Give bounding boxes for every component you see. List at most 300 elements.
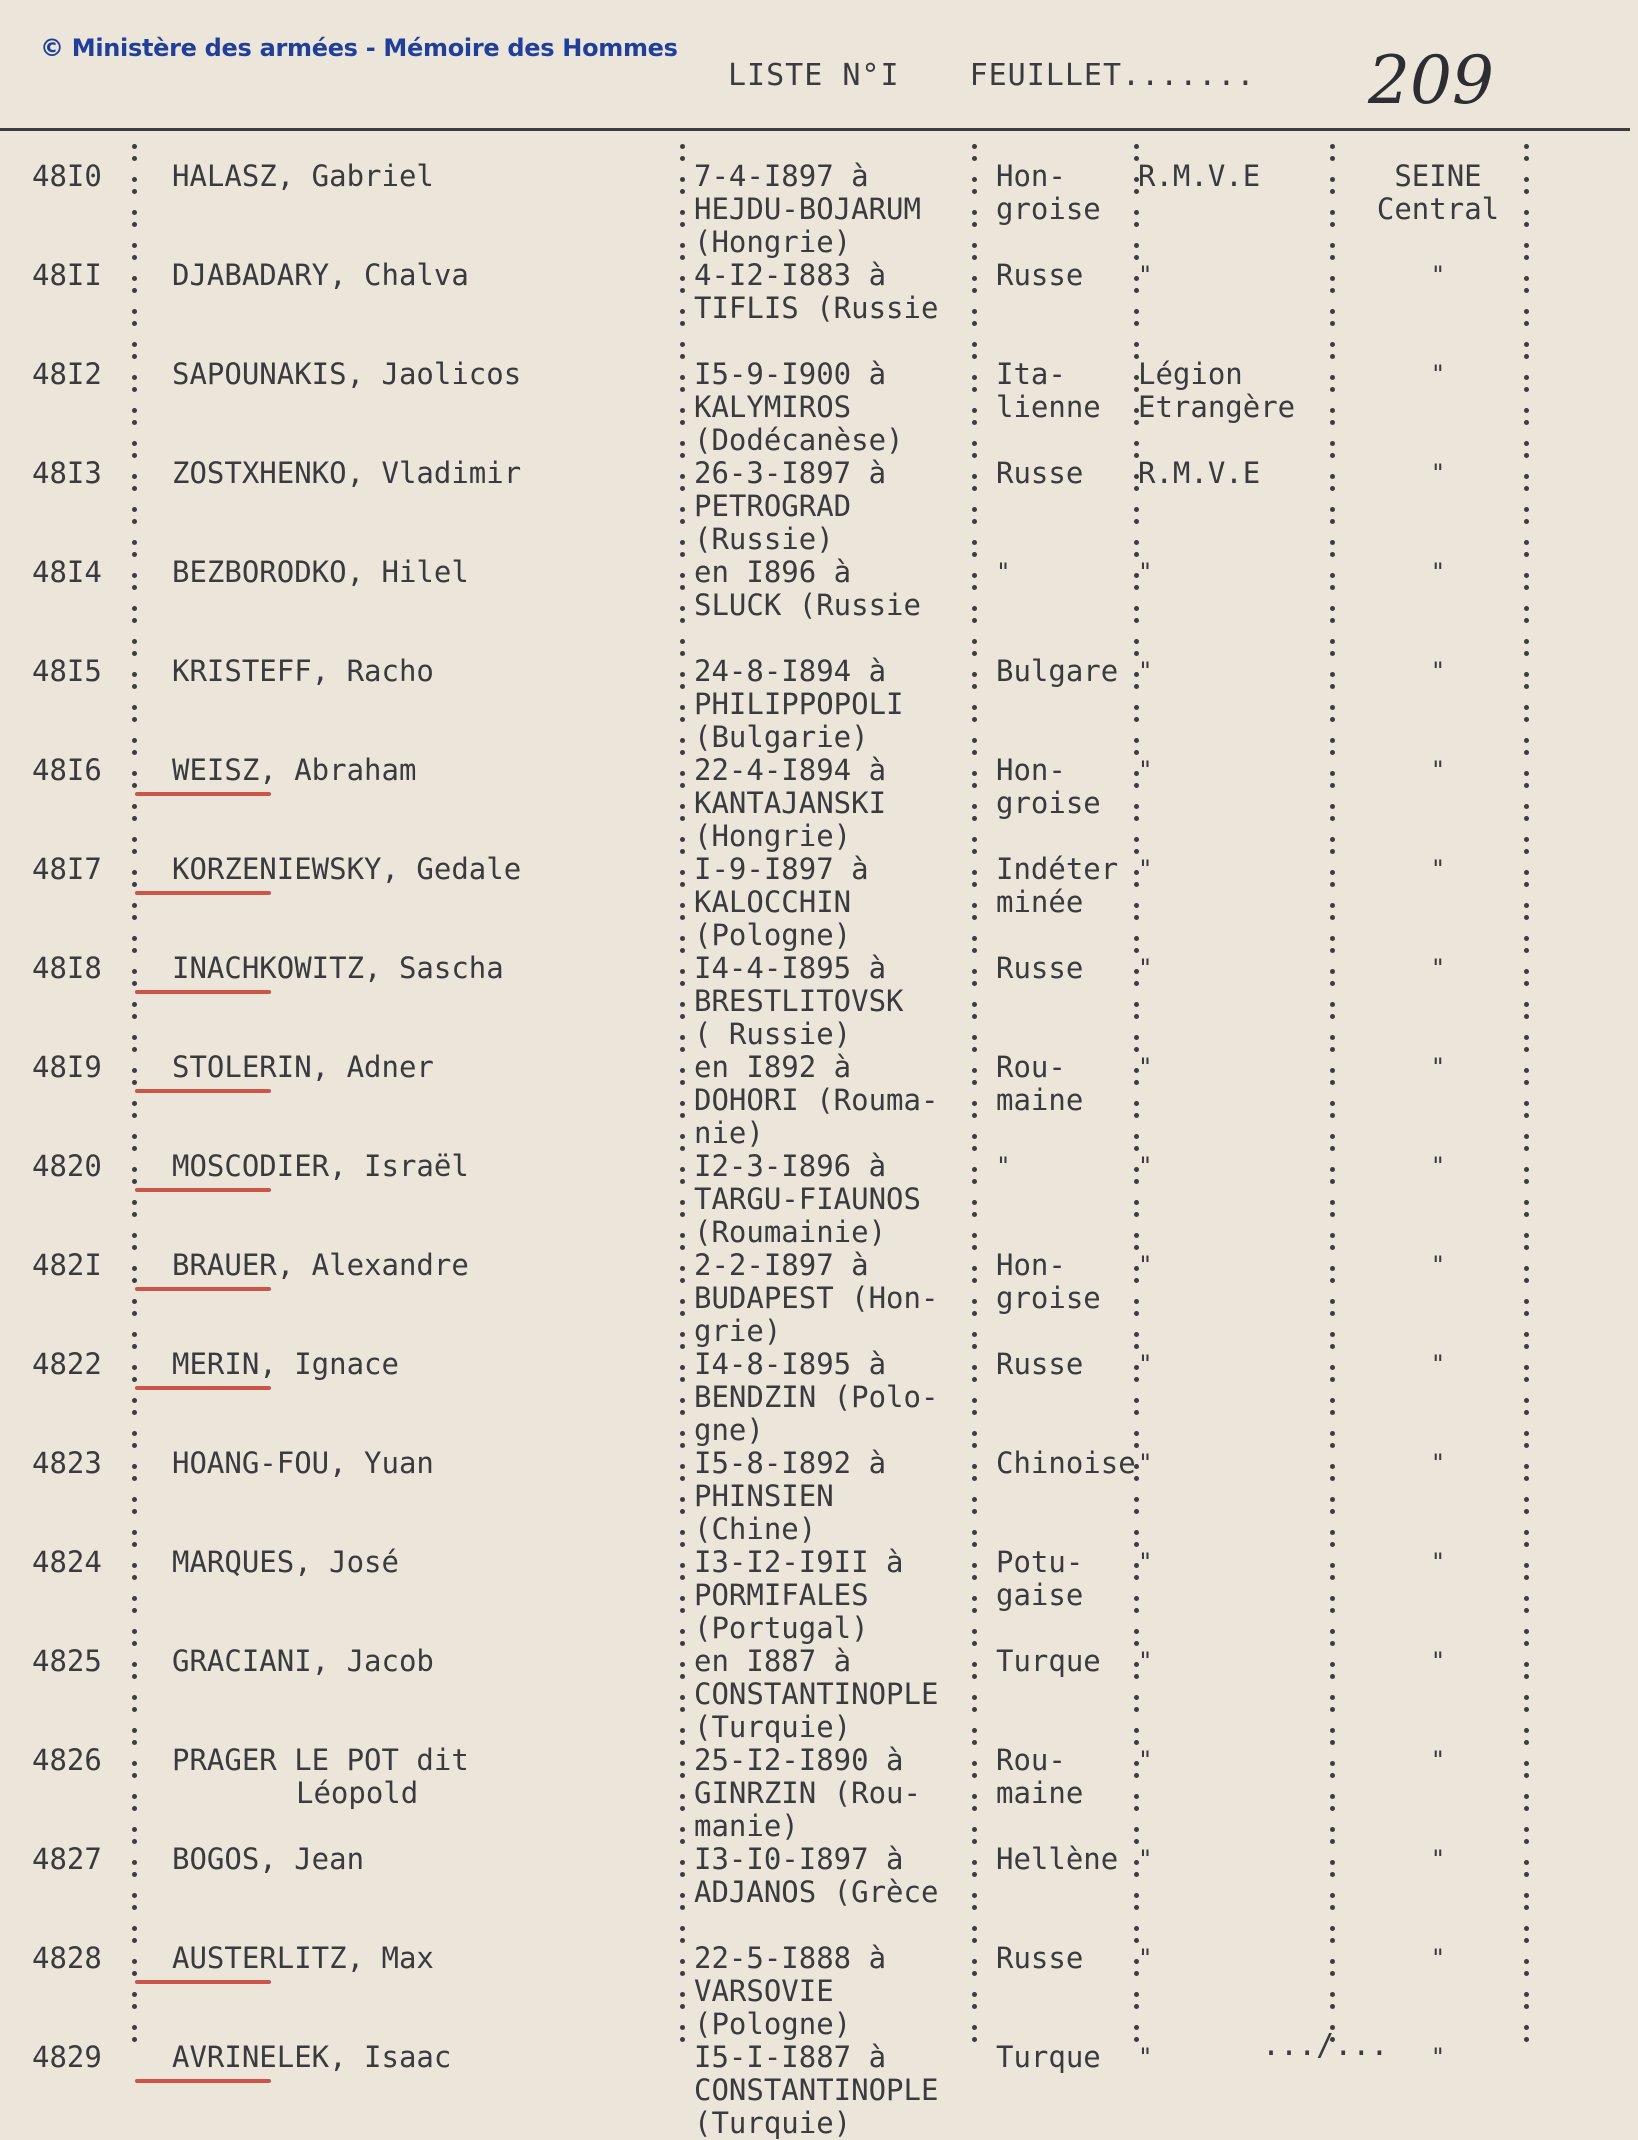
entry-number-line: 4824 [32, 1545, 102, 1579]
entry-nationality [996, 1843, 1146, 1876]
entry-nationality-line: groise [996, 1281, 1101, 1315]
entry-birth-line: (Roumainie) [694, 1215, 887, 1249]
entry-department [1348, 1546, 1528, 1579]
entry-birth [694, 655, 984, 754]
entry-name [172, 457, 672, 490]
entry-number [32, 1645, 142, 1678]
entry-birth-line: 4-I2-I883 à [694, 258, 887, 292]
entry-birth-line: DOHORI (Rouma- [694, 1083, 939, 1117]
entry-birth-line: I4-4-I895 à [694, 951, 887, 985]
entry-nationality [996, 358, 1146, 424]
entry-department [1348, 754, 1528, 787]
entry-birth-line: TIFLIS (Russie [694, 291, 939, 325]
entry-birth-line: (Russie) [694, 522, 834, 556]
entry-nationality-line: Hon- [996, 1248, 1066, 1282]
entry-category [1138, 1645, 1338, 1678]
entry-name [172, 1051, 672, 1084]
entry-birth-line: GINRZIN (Rou- [694, 1776, 921, 1810]
entry-nationality [996, 655, 1146, 688]
entry-nationality [996, 1051, 1146, 1117]
entry-name-line: KRISTEFF, Racho [172, 654, 434, 688]
entry-department-line: " [1430, 1647, 1446, 1675]
entry-department [1348, 655, 1528, 688]
entry-name [172, 952, 672, 985]
entry-number [32, 853, 142, 886]
entry-number-line: 48I5 [32, 654, 102, 688]
entry-birth-line: KANTAJANSKI [694, 786, 887, 820]
entry-nationality [996, 1645, 1146, 1678]
entry-department-line: " [1430, 261, 1446, 289]
entry-number [32, 754, 142, 787]
entry-department-line: " [1430, 1944, 1446, 1972]
entry-nationality [996, 1546, 1146, 1612]
entry-name-line: PRAGER LE POT dit [172, 1743, 469, 1777]
red-pencil-underline [135, 1287, 271, 1291]
entry-birth [694, 1744, 984, 1843]
feuillet-label: FEUILLET....... [969, 58, 1256, 93]
entry-nationality-line: maine [996, 1776, 1084, 1810]
entry-department [1348, 1150, 1528, 1183]
entry-birth-line: I5-I-I887 à [694, 2040, 887, 2074]
entry-birth-line: 7-4-I897 à [694, 159, 869, 193]
entry-birth [694, 1447, 984, 1546]
entry-nationality [996, 952, 1146, 985]
entry-department-line: " [1430, 1053, 1446, 1081]
red-pencil-underline [135, 792, 271, 796]
entry-name-line: BOGOS, Jean [172, 1842, 365, 1876]
entry-number [32, 1843, 142, 1876]
entry-birth-line: I3-I2-I9II à [694, 1545, 904, 1579]
entry-birth-line: BUDAPEST (Hon- [694, 1281, 939, 1315]
entry-category-line: " [1138, 1548, 1153, 1576]
entry-name [172, 1645, 672, 1678]
entry-name [172, 1942, 672, 1975]
entry-birth-line: 2-2-I897 à [694, 1248, 869, 1282]
entry-number-line: 48I0 [32, 159, 102, 193]
entry-birth-line: nie) [694, 1116, 764, 1150]
entry-birth-line: grie) [694, 1314, 782, 1348]
entry-nationality-line: Ita- [996, 357, 1066, 391]
entry-nationality [996, 1249, 1146, 1315]
entry-birth-line: (Bulgarie) [694, 720, 869, 754]
entry-number-line: 48I6 [32, 753, 102, 787]
entry-number [32, 1150, 142, 1183]
entry-number [32, 1942, 142, 1975]
entry-birth-line: (Dodécanèse) [694, 423, 904, 457]
entry-birth [694, 1546, 984, 1645]
entry-category-line: " [1138, 558, 1153, 586]
entry-number [32, 1447, 142, 1480]
entry-birth-line: (Hongrie) [694, 225, 852, 259]
entry-department [1348, 1645, 1528, 1678]
entry-number-line: 4826 [32, 1743, 102, 1777]
entry-birth [694, 457, 984, 556]
entry-birth-line: (Turquie) [694, 2106, 852, 2140]
watermark: © Ministère des armées - Mémoire des Hommes [40, 34, 678, 62]
entry-nationality [996, 1150, 1146, 1183]
entry-number-line: 4820 [32, 1149, 102, 1183]
entry-name [172, 1150, 672, 1183]
entry-nationality-line: maine [996, 1083, 1084, 1117]
entry-birth [694, 259, 984, 325]
entry-nationality [996, 1447, 1146, 1480]
entry-nationality-line: " [996, 558, 1011, 586]
entry-name-line: MERIN, Ignace [172, 1347, 399, 1381]
red-pencil-underline [135, 1980, 271, 1984]
entry-number [32, 1744, 142, 1777]
entry-category [1138, 259, 1338, 292]
entry-department-line: " [1430, 1845, 1446, 1873]
entry-name-line: AVRINELEK, Isaac [172, 2040, 452, 2074]
entry-department-line: " [1430, 657, 1446, 685]
entry-department-line: " [1430, 1548, 1446, 1576]
entry-name-line: GRACIANI, Jacob [172, 1644, 434, 1678]
entry-birth-line: en I896 à [694, 555, 852, 589]
entry-nationality-line: Chinoise [996, 1446, 1136, 1480]
entry-nationality-line: gaise [996, 1578, 1084, 1612]
entry-birth-line: ADJANOS (Grèce [694, 1875, 939, 1909]
entry-category-line: Etrangère [1138, 390, 1296, 424]
entry-number-line: 48I7 [32, 852, 102, 886]
entry-birth-line: PHINSIEN [694, 1479, 834, 1513]
entry-name [172, 2041, 672, 2074]
entry-nationality-line: Russe [996, 258, 1084, 292]
entry-category [1138, 655, 1338, 688]
entry-department [1348, 952, 1528, 985]
entry-department-line: " [1430, 459, 1446, 487]
entry-category-line: " [1138, 2043, 1153, 2071]
entry-department-line: " [1430, 1350, 1446, 1378]
entry-department [1348, 556, 1528, 589]
entry-category-line: " [1138, 1647, 1153, 1675]
entry-nationality [996, 853, 1146, 919]
entry-department-line: " [1430, 558, 1446, 586]
entry-category-line: Légion [1138, 357, 1243, 391]
entry-number [32, 2041, 142, 2074]
entry-category-line: R.M.V.E [1138, 456, 1261, 490]
entry-birth-line: I5-8-I892 à [694, 1446, 887, 1480]
entry-birth-line: (Pologne) [694, 2007, 852, 2041]
entry-birth [694, 358, 984, 457]
entry-birth-line: I5-9-I900 à [694, 357, 887, 391]
entry-category-line: " [1138, 1251, 1153, 1279]
entry-number [32, 1249, 142, 1282]
entry-number [32, 160, 142, 193]
entry-birth [694, 1348, 984, 1447]
entry-nationality [996, 1348, 1146, 1381]
entry-number [32, 1348, 142, 1381]
entry-nationality-line: groise [996, 786, 1101, 820]
entry-birth-line: 22-5-I888 à [694, 1941, 887, 1975]
entry-name-line: Léopold [296, 1776, 419, 1810]
entry-nationality [996, 754, 1146, 820]
entry-birth [694, 556, 984, 622]
entry-category-line: R.M.V.E [1138, 159, 1261, 193]
entry-birth-line: KALOCCHIN [694, 885, 852, 919]
entry-department-line: " [1430, 855, 1446, 883]
entry-birth-line: BENDZIN (Polo- [694, 1380, 939, 1414]
entry-birth-line: KALYMIROS [694, 390, 852, 424]
red-pencil-underline [135, 990, 271, 994]
entry-category-line: " [1138, 1845, 1153, 1873]
entry-category [1138, 1249, 1338, 1282]
entry-name-line: MOSCODIER, Israël [172, 1149, 469, 1183]
header-rule [0, 128, 1630, 131]
entry-name-line: INACHKOWITZ, Sascha [172, 951, 504, 985]
entry-name-line: BRAUER, Alexandre [172, 1248, 469, 1282]
entry-category [1138, 457, 1338, 490]
entry-number-line: 4829 [32, 2040, 102, 2074]
entry-number-line: 48I2 [32, 357, 102, 391]
entry-name-line: DJABADARY, Chalva [172, 258, 469, 292]
entry-nationality-line: Rou- [996, 1050, 1066, 1084]
entry-department [1348, 853, 1528, 886]
entry-category-line: " [1138, 1449, 1153, 1477]
entry-department [1348, 1942, 1528, 1975]
entry-birth-line: (Chine) [694, 1512, 817, 1546]
entry-birth-line: I-9-I897 à [694, 852, 869, 886]
entry-category [1138, 1744, 1338, 1777]
entry-category [1138, 754, 1338, 787]
entry-name [172, 160, 672, 193]
entry-name-line: MARQUES, José [172, 1545, 399, 1579]
entry-birth [694, 1150, 984, 1249]
entry-birth-line: VARSOVIE [694, 1974, 834, 2008]
entry-department [1348, 1051, 1528, 1084]
entry-birth [694, 754, 984, 853]
entry-name [172, 259, 672, 292]
entry-department-line: " [1430, 1449, 1446, 1477]
entry-department-line: Central [1376, 192, 1500, 226]
entry-nationality [996, 2041, 1146, 2074]
entry-birth [694, 2041, 984, 2140]
entry-birth [694, 853, 984, 952]
entry-nationality [996, 259, 1146, 292]
entry-birth-line: CONSTANTINOPLE [694, 2073, 939, 2107]
entry-number-line: 4825 [32, 1644, 102, 1678]
entry-number-line: 482I [32, 1248, 102, 1282]
entry-birth-line: BRESTLITOVSK [694, 984, 904, 1018]
entry-name-line: ZOSTXHENKO, Vladimir [172, 456, 522, 490]
entry-birth-line: I2-3-I896 à [694, 1149, 887, 1183]
entry-nationality-line: groise [996, 192, 1101, 226]
entry-nationality [996, 1942, 1146, 1975]
entry-number-line: 4827 [32, 1842, 102, 1876]
entry-name [172, 1843, 672, 1876]
entry-number [32, 655, 142, 688]
entry-nationality-line: Russe [996, 456, 1084, 490]
entry-birth-line: manie) [694, 1809, 799, 1843]
entry-birth-line: 25-I2-I890 à [694, 1743, 904, 1777]
entry-birth [694, 160, 984, 259]
red-pencil-underline [135, 891, 271, 895]
entry-department-line: " [1430, 360, 1446, 388]
entry-category [1138, 1447, 1338, 1480]
entry-nationality-line: Hellène [996, 1842, 1119, 1876]
entry-department-line: " [1430, 2043, 1446, 2071]
entry-nationality [996, 457, 1146, 490]
entry-name [172, 358, 672, 391]
entry-name [172, 853, 672, 886]
entry-category [1138, 1150, 1338, 1183]
entry-department-line: " [1430, 1746, 1446, 1774]
red-pencil-underline [135, 1089, 271, 1093]
entry-nationality [996, 160, 1146, 226]
entry-name [172, 754, 672, 787]
entry-nationality-line: Turque [996, 1644, 1101, 1678]
red-pencil-underline [135, 1386, 271, 1390]
entry-name-line: KORZENIEWSKY, Gedale [172, 852, 522, 886]
entry-category-line: " [1138, 261, 1153, 289]
entry-department [1348, 1447, 1528, 1480]
entry-birth-line: HEJDU-BOJARUM [694, 192, 921, 226]
entry-category-line: " [1138, 1152, 1153, 1180]
entry-department [1348, 1348, 1528, 1381]
sheet-number: 209 [1368, 42, 1494, 119]
entry-number-line: 48I4 [32, 555, 102, 589]
entry-birth [694, 1942, 984, 2041]
entry-number [32, 1051, 142, 1084]
entry-name [172, 1546, 672, 1579]
entry-birth-line: (Portugal) [694, 1611, 869, 1645]
entry-birth [694, 1843, 984, 1909]
entry-name [172, 655, 672, 688]
entry-name-line: BEZBORODKO, Hilel [172, 555, 469, 589]
entry-number-line: 4823 [32, 1446, 102, 1480]
entry-birth-line: (Pologne) [694, 918, 852, 952]
red-pencil-underline [135, 2079, 271, 2083]
entry-birth-line: SLUCK (Russie [694, 588, 921, 622]
entry-nationality [996, 556, 1146, 589]
entry-birth [694, 1249, 984, 1348]
entry-nationality-line: Potu- [996, 1545, 1084, 1579]
entry-nationality-line: minée [996, 885, 1084, 919]
entry-birth-line: TARGU-FIAUNOS [694, 1182, 921, 1216]
red-pencil-underline [135, 1188, 271, 1192]
entry-nationality-line: Russe [996, 951, 1084, 985]
entry-department-line: " [1430, 1251, 1446, 1279]
entry-category-line: " [1138, 954, 1153, 982]
entry-nationality-line: Turque [996, 2040, 1101, 2074]
entry-number [32, 457, 142, 490]
entry-category [1138, 853, 1338, 886]
entry-number [32, 358, 142, 391]
entry-birth-line: gne) [694, 1413, 764, 1447]
entry-name [172, 1447, 672, 1480]
entry-category-line: " [1138, 657, 1153, 685]
entry-number-line: 4822 [32, 1347, 102, 1381]
entry-number [32, 259, 142, 292]
entry-birth-line: PETROGRAD [694, 489, 852, 523]
entry-category-line: " [1138, 855, 1153, 883]
list-title [728, 58, 1256, 93]
list-label: LISTE N°I [728, 58, 900, 93]
entry-birth [694, 1645, 984, 1744]
entry-birth-line: PHILIPPOPOLI [694, 687, 904, 721]
entry-birth-line: en I892 à [694, 1050, 852, 1084]
entry-nationality-line: " [996, 1152, 1011, 1180]
entry-category [1138, 1546, 1338, 1579]
entry-name [172, 1744, 672, 1810]
entry-birth-line: PORMIFALES [694, 1578, 869, 1612]
entry-name-line: HALASZ, Gabriel [172, 159, 434, 193]
entry-nationality-line: Rou- [996, 1743, 1066, 1777]
entry-nationality-line: Indéter [996, 852, 1119, 886]
entry-department [1348, 1843, 1528, 1876]
entry-department [1348, 259, 1528, 292]
entry-department-line: " [1430, 756, 1446, 784]
entry-name [172, 1348, 672, 1381]
entry-department [1348, 1744, 1528, 1777]
entry-nationality [996, 1744, 1146, 1810]
entry-name-line: AUSTERLITZ, Max [172, 1941, 434, 1975]
entry-category [1138, 160, 1338, 193]
entry-birth-line: en I887 à [694, 1644, 852, 1678]
entry-department [1348, 358, 1528, 391]
entry-name-line: STOLERIN, Adner [172, 1050, 434, 1084]
entry-category [1138, 1051, 1338, 1084]
entry-department-line: " [1430, 1152, 1446, 1180]
entry-number [32, 952, 142, 985]
entry-nationality-line: Russe [996, 1347, 1084, 1381]
entry-nationality-line: Russe [996, 1941, 1084, 1975]
entry-number-line: 48I3 [32, 456, 102, 490]
entry-category [1138, 556, 1338, 589]
entry-category-line: " [1138, 1053, 1153, 1081]
entry-birth-line: (Hongrie) [694, 819, 852, 853]
entry-category [1138, 358, 1338, 424]
entry-name-line: WEISZ, Abraham [172, 753, 417, 787]
entry-number [32, 556, 142, 589]
entry-category-line: " [1138, 1350, 1153, 1378]
entry-department [1348, 1249, 1528, 1282]
entry-birth [694, 1051, 984, 1150]
entry-number [32, 1546, 142, 1579]
entry-nationality-line: lienne [996, 390, 1101, 424]
entry-category-line: " [1138, 1944, 1153, 1972]
entry-department [1348, 457, 1528, 490]
entry-nationality-line: Bulgare [996, 654, 1119, 688]
entry-department-line: SEINE [1394, 159, 1482, 193]
entry-birth-line: (Turquie) [694, 1710, 852, 1744]
entry-category-line: " [1138, 1746, 1153, 1774]
entry-number-line: 48I9 [32, 1050, 102, 1084]
entry-birth-line: I4-8-I895 à [694, 1347, 887, 1381]
entry-birth [694, 952, 984, 1051]
entry-department-line: " [1430, 954, 1446, 982]
entry-birth-line: I3-I0-I897 à [694, 1842, 904, 1876]
entry-name-line: SAPOUNAKIS, Jaolicos [172, 357, 522, 391]
entry-name-line: HOANG-FOU, Yuan [172, 1446, 434, 1480]
entry-number-line: 48I8 [32, 951, 102, 985]
entry-department [1348, 160, 1528, 226]
entry-birth-line: 24-8-I894 à [694, 654, 887, 688]
entry-nationality-line: Hon- [996, 159, 1066, 193]
entry-birth-line: 22-4-I894 à [694, 753, 887, 787]
column-separator [680, 136, 692, 2056]
entry-name [172, 556, 672, 589]
entry-birth-line: CONSTANTINOPLE [694, 1677, 939, 1711]
continuation-mark: .../... [1262, 2028, 1389, 2063]
entry-nationality-line: Hon- [996, 753, 1066, 787]
entry-number-line: 48II [32, 258, 102, 292]
entry-category [1138, 1942, 1338, 1975]
entry-birth-line: 26-3-I897 à [694, 456, 887, 490]
entry-category [1138, 1843, 1338, 1876]
entry-category [1138, 952, 1338, 985]
entry-number-line: 4828 [32, 1941, 102, 1975]
entry-birth-line: ( Russie) [694, 1017, 852, 1051]
